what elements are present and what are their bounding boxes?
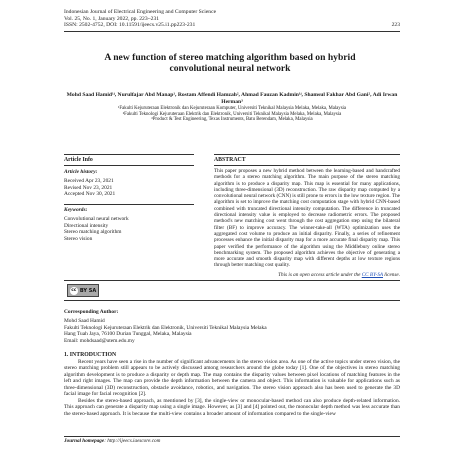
- revised-date: Revised Nov 23, 2021: [64, 184, 113, 191]
- article-info-top-rule: [64, 154, 194, 155]
- keyword-item: Convolutional neural network: [64, 216, 129, 223]
- abstract-heading: ABSTRACT: [214, 157, 246, 163]
- abstract-top-rule: [214, 154, 400, 155]
- running-header: [64, 9, 400, 29]
- article-info-bottom-rule: [64, 165, 194, 166]
- corresponding-heading: Corresponding Author:: [64, 309, 119, 315]
- affiliation-3: ³Product & Test Engineering, Texas Instruments, Batu Berendam, Melaka, Malaysia: [151, 117, 313, 123]
- cc-icon: cc: [71, 288, 77, 293]
- volume-info: Vol. 25, No. 1, January 2022, pp. 223~231: [64, 15, 160, 22]
- article-info-heading: Article Info: [64, 157, 93, 163]
- received-date: Received Apr 23, 2021: [64, 178, 114, 185]
- license-link[interactable]: CC BY-SA: [361, 272, 383, 278]
- keyword-item: Directional intensity: [64, 222, 109, 229]
- paragraph: Recent years have seen a rise in the number of significant advancements in the stereo vision area. As one of the active topics under stereo vision, the stereo matching problem still appears to be actively discussed among researchers around the globe today [1]. One of the objectives in stereo matching algorithm development is to produce a disparity or depth map. The map contains the disparity values between pixel locations of matching features in the left and right images. The map can provide the depth information between the camera and object. This information is valuable for applications such as three-dimensional (3D) reconstruction, obstacle avoidance, robotics, and navigation. The stereo vision approach also has been used to generate the 3D facial image for facial recognition [2].: [64, 359, 400, 398]
- license-suffix: license.: [383, 272, 400, 278]
- footer-label: Journal homepage: [64, 438, 105, 444]
- abstract-text: This paper proposes a new hybrid method between the learning-based and handcrafted methods for a stereo matching algorithm. The main purpose of the stereo matching algorithm is to produce a disparity map. This map is essential for many applications, including three-dimensional (3D) reconstruction. The raw disparity map computed by a convolutional neural network (CNN) is still prone to errors in the low texture region. The algorithm is set to improve the matching cost computation stage with hybrid CNN-based combined with truncated directional intensity computation. The difference in truncated directional intensity value is employed to decrease radiometric errors. The proposed method's new matching cost went through the cost aggregation step using the bilateral filter (BF) to improve accuracy. The winner-take-all (WTA) optimization uses the aggregated cost volume to produce an initial disparity. Finally, a series of refinement processes enhance the initial disparity map for a more accurate final disparity map. This paper verified the performance of the algorithm using the Middlebury online stereo benchmarking system. The proposed algorithm achieves the objective of generating a more accurate and smooth disparity map with different depths at low texture regions through better matching cost quality.: [214, 168, 400, 269]
- abstract-bottom-rule: [214, 165, 400, 166]
- corresponding-rule: [64, 300, 400, 301]
- keyword-item: Stereo vision: [64, 235, 93, 242]
- corresponding-author: [64, 309, 400, 344]
- footer-rule: [64, 436, 400, 437]
- corresponding-address-2: Hang Tuah Jaya, 76100 Durian Tunggal, Melaka, Malaysia: [64, 331, 192, 338]
- corresponding-address-1: Fakulti Teknologi Kejuruteraan Elektrik dan Elektronik, Universiti Teknikal Malaysia Melaka: [64, 324, 267, 331]
- issn-doi: ISSN: 2502-4752, DOI: 10.11591/ijeecs.v25.i1.pp223-231: [64, 22, 196, 29]
- affiliation-2: ²Fakulti Teknologi Kejuruteraan Elektrik dan Elektronik, Universiti Teknikal Malaysia Melaka, Melaka, Malaysia: [122, 111, 342, 117]
- open-access-text: This is an open access article under the: [278, 272, 362, 278]
- author-list: Mohd Saad Hamid¹ʲ, Nurulfajar Abd Manap¹, Rostam Affendi Hamzah², Ahmad Fauzan Kadmin¹ʲ, Shamsul Fakhar Abd Gani², Adi Irwan Herman³: [66, 92, 398, 105]
- affiliation-list: [64, 106, 400, 123]
- header-rule: [64, 31, 400, 32]
- journal-footer: [64, 438, 400, 444]
- cc-badge-label: BY SA: [79, 287, 97, 294]
- footer-url[interactable]: : http://ijeecs.iaescore.com: [104, 438, 161, 444]
- affiliation-1: ¹Fakulti Kejuruteraan Elektronik dan Kejuruteraan Komputer, Universiti Teknikal Malaysia Melaka, Melaka, Malaysia: [117, 106, 347, 111]
- open-access-note: [214, 272, 400, 278]
- keywords-block: [64, 207, 194, 242]
- corresponding-name: Mohd Saad Hamid: [64, 318, 105, 325]
- title-line-2: convolutional neural network: [169, 63, 291, 75]
- introduction-body: [64, 359, 400, 417]
- keywords-top-rule: [64, 204, 194, 205]
- article-history: [64, 169, 194, 198]
- keyword-item: Stereo matching algorithm: [64, 229, 122, 236]
- paragraph: Besides the stereo-based approach, as mentioned by [3], the single-view or monocular-based method can also produce depth-related information. This approach can generate a disparity map using a single image. However, as [3] and [4] pointed out, the monocular depth method was less accurate than the stereo-based approach. It is because the multi-view contains a broader amount of information compared to the single-view: [64, 397, 400, 417]
- license-rule: [64, 280, 400, 281]
- cc-license-badge[interactable]: [67, 284, 99, 297]
- journal-name: Indonesian Journal of Electrical Engineering and Computer Science: [64, 9, 217, 15]
- accepted-date: Accepted Nov 30, 2021: [64, 191, 116, 198]
- history-label: Article history:: [64, 169, 98, 175]
- section-heading: 1. INTRODUCTION: [64, 352, 117, 358]
- title-line-1: A new function of stereo matching algorithm based on hybrid: [104, 52, 356, 63]
- keywords-label: Keywords:: [64, 207, 88, 213]
- page-number: 223: [391, 22, 400, 29]
- paper-title: [70, 52, 390, 74]
- corresponding-email: Email: mohdsaad@utem.edu.my: [64, 337, 135, 344]
